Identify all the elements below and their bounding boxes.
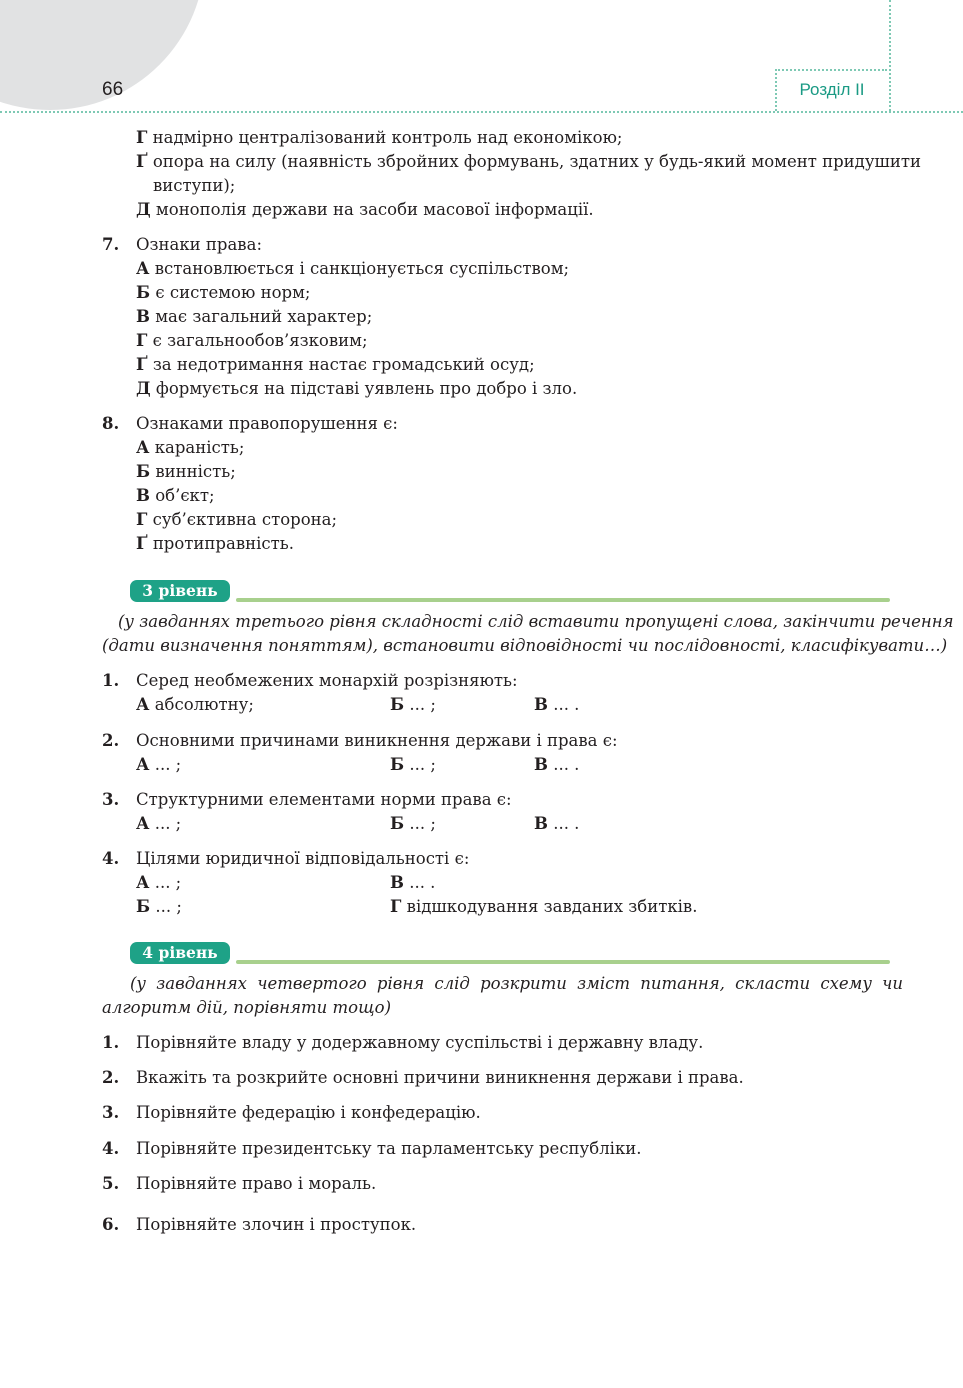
option-line: Ґ опора на силу (наявність збройних формувань, здатних у будь-який момент придушити <box>136 152 922 171</box>
option-line: Г суб’єктивна сторона; <box>136 510 338 529</box>
option-line: Б винність; <box>136 462 236 481</box>
option-line: Ґ за недотримання настає громадський осуд; <box>136 355 535 374</box>
section-label: Розділ II <box>775 69 887 111</box>
level-badge: 3 рівень <box>130 580 230 602</box>
option-line: В ... . <box>534 814 580 833</box>
question-number: 1. <box>102 1033 120 1052</box>
level-divider <box>236 960 890 964</box>
option-line: В ... . <box>534 755 580 774</box>
option-line: В має загальний характер; <box>136 307 373 326</box>
option-line: Ґ протиправність. <box>136 534 294 553</box>
option-line: Б є системою норм; <box>136 283 311 302</box>
option-line: В ... . <box>534 695 580 714</box>
option-line: Г відшкодування завданих збитків. <box>390 897 698 916</box>
question-number: 2. <box>102 731 120 750</box>
question-title: Цілями юридичної відповідальності є: <box>136 849 470 868</box>
option-line: Б ... ; <box>136 897 182 916</box>
question-number: 2. <box>102 1068 120 1087</box>
option-line: Б ... ; <box>390 755 436 774</box>
question-number: 7. <box>102 235 120 254</box>
question-title: Порівняйте владу у додержавному суспільстві і державну владу. <box>136 1033 704 1052</box>
option-line: Б ... ; <box>390 695 436 714</box>
option-line: В об’єкт; <box>136 486 215 505</box>
question-number: 4. <box>102 849 120 868</box>
question-title: Порівняйте президентську та парламентську республіки. <box>136 1139 642 1158</box>
option-line: Г є загальнообов’язковим; <box>136 331 368 350</box>
option-line: А абсолютну; <box>136 695 254 714</box>
level-instructions: алгоритм дій, порівняти тощо) <box>102 998 392 1017</box>
question-title: Серед необмежених монархій розрізняють: <box>136 671 518 690</box>
question-title: Порівняйте злочин і проступок. <box>136 1215 417 1234</box>
question-number: 8. <box>102 414 120 433</box>
option-line: Д монополія держави на засоби масової інформації. <box>136 200 594 219</box>
question-title: Ознаками правопорушення є: <box>136 414 398 433</box>
option-line: А ... ; <box>136 814 182 833</box>
question-number: 3. <box>102 1103 120 1122</box>
level-instructions: (у завданнях четвертого рівня слід розкрити зміст питання, скласти схему чи <box>130 974 904 993</box>
option-line: В ... . <box>390 873 436 892</box>
level-instructions: (у завданнях третього рівня складності слід вставити пропущені слова, закінчити речення <box>118 612 954 631</box>
question-number: 5. <box>102 1174 120 1193</box>
option-line: А ... ; <box>136 873 182 892</box>
option-line: А встановлюється і санкціонується суспільством; <box>136 259 570 278</box>
option-line: А ... ; <box>136 755 182 774</box>
level-divider <box>236 598 890 602</box>
option-line-continuation: виступи); <box>153 176 236 195</box>
option-line: Б ... ; <box>390 814 436 833</box>
question-title: Вкажіть та розкрийте основні причини виникнення держави і права. <box>136 1068 744 1087</box>
question-title: Порівняйте право і мораль. <box>136 1174 377 1193</box>
option-line: Г надмірно централізований контроль над економікою; <box>136 128 623 147</box>
question-number: 4. <box>102 1139 120 1158</box>
question-title: Порівняйте федерацію і конфедерацію. <box>136 1103 481 1122</box>
level-instructions: (дати визначення поняттям), встановити відповідності чи послідовності, класифікувати…) <box>102 636 948 655</box>
margin-divider <box>889 0 891 111</box>
header-divider <box>0 111 963 113</box>
question-number: 1. <box>102 671 120 690</box>
level-badge: 4 рівень <box>130 942 230 964</box>
option-line: Д формується на підставі уявлень про добро і зло. <box>136 379 578 398</box>
question-title: Структурними елементами норми права є: <box>136 790 512 809</box>
question-title: Основними причинами виникнення держави і права є: <box>136 731 618 750</box>
option-line: А караність; <box>136 438 245 457</box>
question-number: 6. <box>102 1215 120 1234</box>
page-number: 66 <box>102 79 124 100</box>
question-title: Ознаки права: <box>136 235 262 254</box>
question-number: 3. <box>102 790 120 809</box>
